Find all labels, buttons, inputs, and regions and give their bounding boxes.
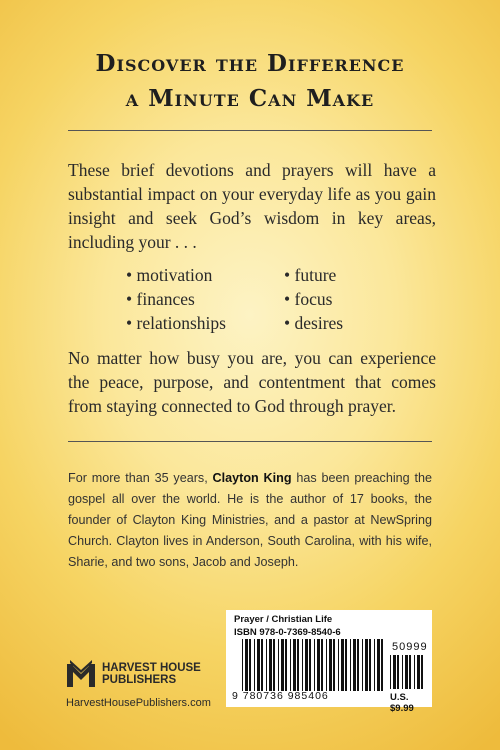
bullet-item: • finances xyxy=(126,289,195,309)
bio-prefix: For more than 35 years, xyxy=(68,471,213,485)
barcode-stripe xyxy=(377,639,380,691)
barcode-stripe xyxy=(381,639,383,691)
isbn-label: ISBN 978-0-7369-8540-6 xyxy=(234,627,341,638)
barcode-stripe xyxy=(293,639,296,691)
closing-paragraph: No matter how busy you are, you can experience the peace, purpose, and contentment that comes from staying connected to God through prayer. xyxy=(68,348,436,416)
publisher-name xyxy=(102,662,201,686)
bullet-item: • focus xyxy=(284,289,333,309)
category-label: Prayer / Christian Life xyxy=(234,614,333,625)
barcode-stripe xyxy=(329,639,332,691)
bullet-column-right xyxy=(284,263,343,335)
barcode-stripe xyxy=(285,639,287,691)
divider-top xyxy=(68,130,432,131)
barcode-stripe xyxy=(362,639,363,691)
barcode-stripe xyxy=(281,639,284,691)
barcode-stripe xyxy=(357,639,359,691)
barcode-stripe xyxy=(374,639,375,691)
author-bio xyxy=(68,468,432,573)
isbn-barcode xyxy=(242,639,384,691)
price-barcode xyxy=(390,655,426,689)
barcode-stripe xyxy=(369,639,371,691)
bullet-item: • motivation xyxy=(126,265,213,285)
publisher-name-line-2: PUBLISHERS xyxy=(102,674,177,686)
publisher-name-line-1: HARVEST HOUSE xyxy=(102,662,201,674)
author-name: Clayton King xyxy=(212,471,292,485)
bio-suffix: has been preaching the gospel all over the world. He is the author of 17 books, the founder of Clayton King Ministries, and a pastor at NewSpring Church. Clayton lives in Anderson, South Carolina, with his wife, Sharie, and two sons, Jacob and Joseph. xyxy=(68,471,432,569)
barcode-stripe xyxy=(405,655,408,689)
barcode-digits: 9 780736 985406 xyxy=(232,690,329,702)
barcode-stripe xyxy=(338,639,339,691)
barcode-stripe xyxy=(257,639,260,691)
bullet-item: • relationships xyxy=(126,313,226,333)
barcode-stripe xyxy=(261,639,263,691)
bullet-column-left xyxy=(126,263,226,335)
barcode-stripe xyxy=(345,639,347,691)
headline-line-1: Discover the Difference xyxy=(95,50,405,77)
bullet-item: • future xyxy=(284,265,337,285)
barcode-stripe xyxy=(421,655,423,689)
barcode-stripe xyxy=(414,655,415,689)
intro-paragraph: These brief devotions and prayers will have a substantial impact on your everyday life as you gain insight and seek God’s wisdom in key areas, including your . . . xyxy=(68,160,436,252)
barcode-stripe xyxy=(254,639,255,691)
barcode-stripe xyxy=(273,639,275,691)
barcode-stripe xyxy=(242,639,243,691)
barcode-stripe xyxy=(390,655,391,689)
harvest-house-logo-icon xyxy=(66,660,96,688)
barcode-stripe xyxy=(309,639,311,691)
barcode-stripe xyxy=(266,639,267,691)
bullet-item: • desires xyxy=(284,313,344,333)
barcode-stripe xyxy=(326,639,327,691)
barcode-stripe xyxy=(417,655,420,689)
barcode-stripe xyxy=(302,639,303,691)
price-code: 50999 xyxy=(392,641,428,653)
barcode-stripe xyxy=(321,639,323,691)
barcode-stripe xyxy=(397,655,399,689)
barcode-stripe xyxy=(269,639,272,691)
divider-bottom xyxy=(68,441,432,442)
barcode-stripe xyxy=(341,639,344,691)
barcode-stripe xyxy=(305,639,308,691)
barcode-stripe xyxy=(297,639,299,691)
barcode-stripe xyxy=(393,655,396,689)
barcode-stripe xyxy=(290,639,291,691)
barcode-stripe xyxy=(278,639,279,691)
barcode-stripe xyxy=(350,639,351,691)
headline-line-2: a Minute Can Make xyxy=(125,85,375,112)
publisher-url: HarvestHousePublishers.com xyxy=(66,697,211,709)
barcode-stripe xyxy=(333,639,335,691)
barcode-stripe xyxy=(409,655,411,689)
barcode-stripe xyxy=(353,639,356,691)
barcode-stripe xyxy=(317,639,320,691)
price-label: U.S. $9.99 xyxy=(390,692,414,714)
barcode-stripe xyxy=(402,655,403,689)
barcode-stripe xyxy=(314,639,315,691)
barcode-stripe xyxy=(249,639,251,691)
barcode-stripe xyxy=(365,639,368,691)
barcode-stripe xyxy=(245,639,248,691)
barcode-panel xyxy=(226,610,432,714)
